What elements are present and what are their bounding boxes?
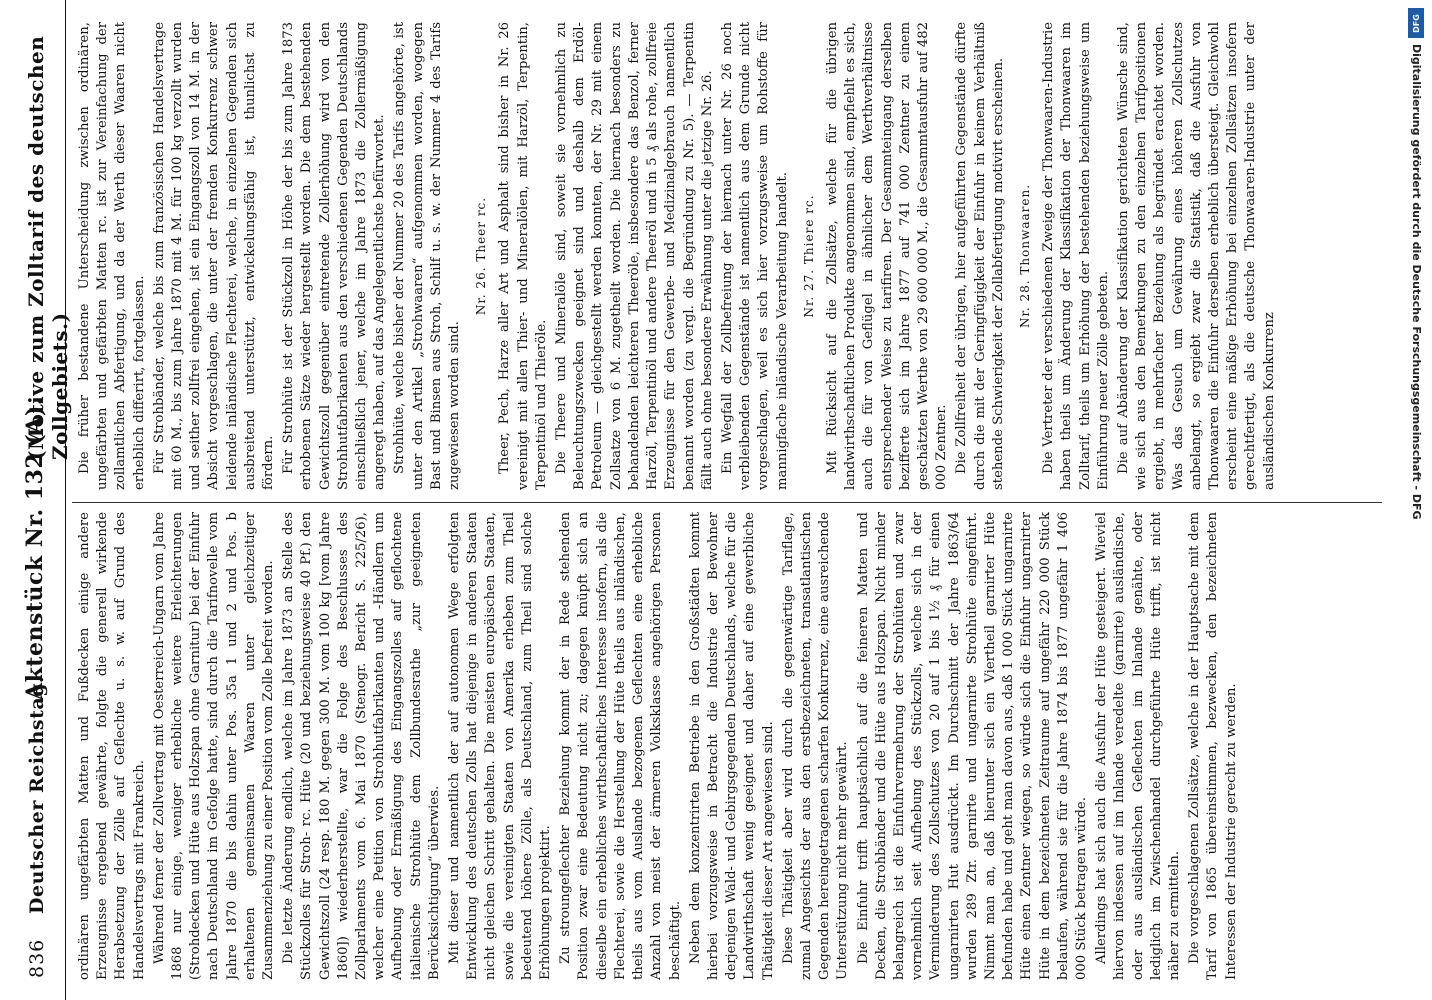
column-divider <box>72 502 1382 503</box>
right-column-paragraph: Strohhüte, welche bisher der Nummer 20 des Tarifs angehörte, ist unter den Artikel „Strohwaaren“ aufgenommen worden, wogegen Bast und Binsen aus Stroh, Schilf u. s. w. der Nummer 4 des Tarifs zugewiesen worden sind. <box>392 22 463 490</box>
left-column-paragraph: Zu stroungeflechter Beziehung kommt der in Rede stehenden Position zwar eine Bedeutung nicht zu; dagegen knüpft sich an dieselbe ein erhebliches wirthschaftliches Interesse insofern, als die Flechterei, sowie die Herstellung der Hüte theils aus inländischen, theils aus vom Auslande bezogenen Geflechten eine erhebliche Anzahl von meist der ärmeren Volksklasse angehörigen Personen beschäftigt. <box>558 512 683 980</box>
dfg-sidebar: DFG Digitalisierung gefördert durch die Deutsche Forschungsgemeinschaft - DFG <box>1406 4 1426 994</box>
right-column-paragraph: Die früher bestandene Unterscheidung zwischen ordinären, ungefärbten und gefärbten Matten rc. ist zur Vereinfachung der zollamtlichen Abfertigung, und da der Werth dieser Waaren nicht erheblich differirt, fortgelassen. <box>77 22 147 490</box>
right-column-paragraph: Die auf Abänderung der Klassifikation gerichteten Wünsche sind, wie sich aus den Bemerkungen zu den einzelnen Tarifpositionen ergiebt, in mehrfacher Beziehung als begründet erachtet worden. Was das Gesuch um Gewährung eines höheren Zollschutzes anbelangt, so ergiebt zwar die Statistik, daß die Ausfuhr von Thonwaaren die Einfuhr derselben erheblich übersteigt. Gleichwohl erscheint eine mäßige Erhöhung bei einzelnen Zollsätzen insofern gerechtfertigt, als die deutsche Thonwaaren-Industrie unter der ausländischen Konkurrenz <box>1115 22 1277 490</box>
left-column-paragraph: Diese Thätigkeit aber wird durch die gegenwärtige Tariflage, zumal Angesichts der aus den erstbezeichneten, transatlantischen Gegenden hereingetragenen scharfen Konkurrenz, eine ausreichende Unterstützung nicht mehr gewährt. <box>780 512 851 980</box>
right-column-paragraph: Für Strohbänder, welche bis zum französischen Handelsvertrage mit 60 M., bis zum Jahre 1870 mit 4 M. für 100 kg verzollt wurden und seither zollfrei eingehen, ist ein Eingangszoll von 14 M. in der Absicht vorgeschlagen, die unter der fremden Konkurrenz schwer leidende inländische Flechterei, welche, in einzelnen Gegenden sich ausbreitend unterstützt, entwickelungsfähig ist, thunlichst zu fördern. <box>151 22 277 490</box>
left-column-paragraph: ordinären ungefärbten Matten und Fußdecken einige andere Erzeugnisse ergebend gewährte, folgte die generell wirkende Herabsetzung der Zölle auf Geflechte u. s. w. auf Grund des Handelsvertrags mit Frankreich. <box>77 512 147 980</box>
dfg-logo[interactable]: DFG <box>1408 8 1424 38</box>
right-column-paragraph: Für Strohhüte ist der Stückzoll in Höhe der bis zum Jahre 1873 erhobenen Sätze wieder hergestellt worden. Die dem bestehenden Gewichtszoll gegenüber eintretende Zollerhöhung wird von den Strohhutfabrikanten aus den verschiedenen Gegenden Deutschlands einschließlich jener, welche im Jahre 1873 die Zollermäßigung angeregt haben, auf das Angelegentlichste befürwortet. <box>281 22 388 490</box>
rotated-document-page <box>10 0 1410 1000</box>
right-column <box>76 22 1386 490</box>
left-column-paragraph: Die Einfuhr trifft hauptsächlich auf die feineren Matten und Decken, die Strohbänder und die Hüte aus Holzspan. Nicht minder belangreich ist die Einfuhrvermehrung der Strohhüten und zwar vornehmlich seit Aufhebung des Stückzolls, welche sich in der Verminderung des Zollschutzes von 20 auf 1 bis 1½ ₰ für einen ungarnirten Hut ausdrückt. Im Durchschnitt der Jahre 1863/64 wurden 289 Ztr. garnirte und ungarnirte Strohhüte eingeführt. Nimmt man an, daß hierunter sich ein Viertheil garnirter Hüte befunden habe und geht man davon aus, daß 1 000 Stück ungarnirte Hüte einen Zentner wiegen, so würde sich die Einfuhr ungarnirter Hüte in dem bezeichneten Zeitraume auf ungefähr 220 000 Stück belaufen, während sie für die Jahre 1874 bis 1877 ungefähr 1 406 000 Stück betragen würde. <box>855 512 1089 980</box>
left-column-paragraph: Neben dem konzentrirten Betriebe in den Großstädten kommt hierbei vorzugsweise in Betracht die Industrie der Bewohner derjenigen Wald- und Gebirgsgegenden Deutschlands, welche für die Landwirthschaft wenig geeignet und daher auf eine gewerbliche Thätigkeit dieser Art angewiesen sind. <box>687 512 776 980</box>
left-column-paragraph: Die vorgeschlagenen Zollsätze, welche in der Hauptsache mit dem Tarif von 1865 übereinstimmen, bezwecken, den bezeichneten Interessen der Industrie gerecht zu werden. <box>1187 512 1239 980</box>
section-heading-27: Nr. 27. Thiere rc. <box>801 194 816 318</box>
left-column-paragraph: Während ferner der Zollvertrag mit Oesterreich-Ungarn vom Jahre 1868 nur einige, weniger erhebliche weitere Erleichterungen (Strohdecken und Hüte aus Holzspan ohne Garnitur) bei der Einfuhr nach Deutschland im Gefolge hatte, sind durch die Tarifnovelle vom Jahre 1870 die bis dahin unter Pos. 35a 1 und 2 und Pos. b erhaltenen gemeinsamen Waaren unter gleichzeitiger Zusammenziehung zu einer Position vom Zolle befreit worden. <box>151 512 277 980</box>
left-column-paragraph: Allerdings hat sich auch die Ausfuhr der Hüte gesteigert. Wieviel hiervon indessen auf im Inlande veredelte (garnirte) ausländische, oder aus ausländischen Geflechten im Inlande genähte, oder lediglich im Zwischenhandel durchgeführte Hüte trifft, ist nicht näher zu ermitteln. <box>1094 512 1182 980</box>
subject-title: (Motive zum Zolltarif des deutschen Zollgebiets.) <box>24 35 72 460</box>
page-header <box>10 0 72 1000</box>
publication-title: Deutscher Reichstag. <box>26 675 48 914</box>
right-column-paragraph: Theer, Pech, Harze aller Art und Asphalt sind bisher in Nr. 26 vereinigt mit allen Thier- und Mineralölen, mit Harzöl, Terpentin, Terpentinöl und Thieröle. <box>497 22 549 490</box>
page-number: 836 <box>26 938 48 978</box>
right-column-paragraph: Die Theere und Mineralöle sind, soweit sie vornehmlich zu Beleuchtungszwecken geeignet sind und deshalb dem Erdöl-Petroleum — gleichgestellt werden konnten, der Nr. 29 mit einem Zollsatze von 6 M. zugetheilt worden. Die hiernach besonders zu behandelnden leichteren Theeröle, insbesondere das Benzol, ferner Harzöl, Terpentinöl und andere Theeröl und in 5 ₰ als rohe, zollfreie Erzeugnisse für den Gewerbe- und Medizinalgebrauch namentlich benannt worden (zu vergl. die Begründung zu Nr. 5). — Terpentin fällt auch ohne besondere Erwähnung unter die jetzige Nr. 26. <box>554 22 715 490</box>
left-column <box>76 512 1386 980</box>
left-column-paragraph: Mit dieser und namentlich der auf autonomen Wege erfolgten Entwicklung des deutschen Zolls hat diejenige in anderen Staaten nicht gleichen Schritt gehalten. Die meisten europäischen Staaten, sowie die vereinigten Staaten von Amerika erheben zum Theil bedeutend höhere Zölle, als Deutschland, zum Theil sind solche Erhöhungen projektirt. <box>447 512 554 980</box>
section-heading-26: Nr. 26. Theer rc. <box>474 196 489 316</box>
section-heading-28: Nr. 28. Thonwaaren. <box>1017 183 1032 329</box>
right-column-paragraph: Ein Wegfall der Zollbefreiung der hiernach unter Nr. 26 noch verbleibenden Gegenstände ist namentlich aus dem Grunde nicht vorgeschlagen, weil es sich hier vorzugsweise um Rohstoffe für mannigfache inländische Verarbeitung handelt. <box>719 22 790 490</box>
document-title: Aktenstück Nr. 132 (A). <box>22 397 48 700</box>
right-column-paragraph: Die Zollfreiheit der übrigen, hier aufgeführten Gegenstände dürfte durch die mit der Geringfügigkeit der Einfuhr in keinem Verhältniß stehende Schwierigkeit der Zollabfertigung motivirt erscheinen. <box>954 22 1006 490</box>
right-column-paragraph: Mit Rücksicht auf die Zollsätze, welche für die übrigen landwirthschaftlichen Produkte angenommen sind, empfiehlt es sich, auch die für von Geflügel in ähnlicher dem Werthverhältnisse entsprechender Weise zu tarifiren. Der Gesammteingang derselben bezifferte sich im Jahre 1877 auf 741 000 Zentner zu einem geschätzten Werthe von 29 600 000 M., die Gesammtausfuhr auf 482 000 Zentner. <box>824 22 950 490</box>
right-column-paragraph: Die Vertreter der verschiedenen Zweige der Thonwaaren-Industrie haben theils um Änderung der Klassifikation der Thonwaaren im Zolltarif, theils um Erhöhung der bestehenden beziehungsweise um Einführung neuer Zölle gebeten. <box>1041 22 1111 490</box>
left-column-paragraph: Die letzte Änderung endlich, welche im Jahre 1873 an Stelle des Stückzolles für Stroh- rc. Hüte (20 und beziehungsweise 40 Pf.) den Gewichtszoll (24 resp. 180 M. gegen 300 M. vom 100 kg [vom Jahre 1860]) wiederherstellte, war die Folge des Beschlusses des Zollparlaments vom 6. Mai 1870 (Stenogr. Bericht S. 225/26), welcher eine Petition von Strohhutfabrikanten und -Händlern um Aufhebung oder Ermäßigung des Eingangszolles auf geflochtene italienische Strohhüte dem Zollbundesrathe „zur geeigneten Berücksichtigung“ überwies. <box>281 512 442 980</box>
